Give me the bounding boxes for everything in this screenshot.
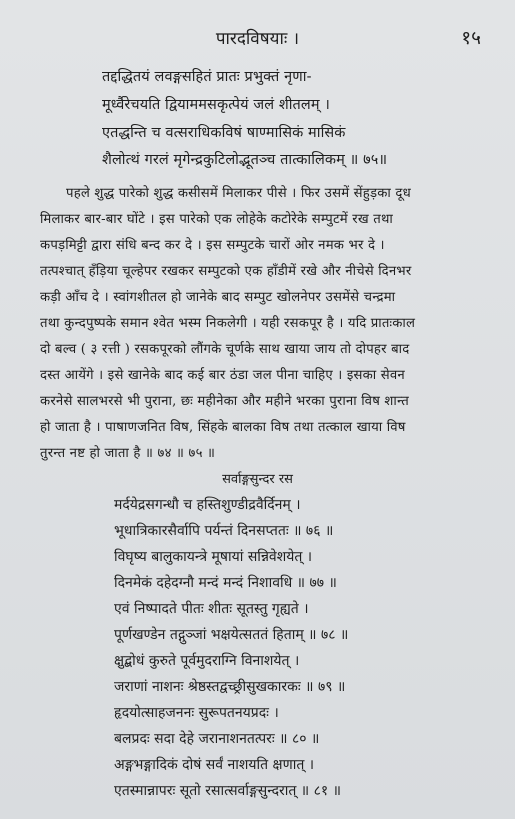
- verse-line: क्षुद्बोधं कुरुते पूर्वमुदराग्नि विनाशयेत् ।: [114, 653, 300, 669]
- verse-line: विघृष्य बालुकायन्त्रे मूषायां सन्निवेशयेत् ।: [114, 549, 313, 565]
- verse-line: तद्दद्धितयं लवङ्गसहितं प्रातः प्रभुक्तं नृणा-: [102, 69, 312, 85]
- prose-line: कपड़मिट्टी द्वारा संधि बन्द कर दे । इस सम्पुटके चारों ओर नमक भर दे ।: [40, 238, 385, 253]
- running-title: पारदविषयाः ।: [215, 29, 300, 49]
- verse-line: एतद्धन्ति च वत्सराधिकविषं षाण्मासिकं मासिकं: [102, 125, 346, 141]
- page-header: [0, 26, 515, 50]
- prose-line: करनेसे सालभरसे भी पुराना, छः महीनेका और महीने भरका पुराना विष शान्त: [40, 394, 409, 409]
- verse-line: मूर्ध्वैरेचयति द्वियाममसकृत्पेयं जलं शीतलम् ।: [102, 97, 330, 113]
- verse-line: शैलोत्थं गरलं मृगेन्द्रकुटिलोद्भूतञ्च तात्कालिकम् ॥ ७५॥: [102, 152, 388, 168]
- verse-line: जराणां नाशनः श्रेष्ठस्तद्वच्छ्रीसुखकारकः ॥ ७९ ॥: [114, 679, 346, 695]
- verse-line: बलप्रदः सदा देहे जरानाशनतत्परः ॥ ८० ॥: [114, 731, 320, 747]
- verse-line: दिनमेकं दहेदग्नौ मन्दं मन्दं निशावधि ॥ ७७ ॥: [114, 575, 337, 591]
- verse-line: एवं निष्पादते पीतः शीतः सूतस्तु गृह्यते ।: [114, 601, 309, 617]
- prose-line: तत्पश्चात् हँड़िया चूल्हेपर रखकर सम्पुटको एक हाँडीमें रखे और नीचेसे दिनभर: [40, 264, 412, 279]
- verse-line: हृदयोत्साहजननः सुरूपतनयप्रदः ।: [114, 705, 279, 721]
- prose-line: तथा कुन्दपुष्पके समान श्वेत भस्म निकलेगी । यही रसकपूर है । यदि प्रातःकाल: [40, 316, 416, 331]
- section-heading: सर्वाङ्गसुन्दर रस: [222, 472, 293, 487]
- prose-line: पहले शुद्ध पारेको शुद्ध कसीसमें मिलाकर पीसे । फिर उसमें सेंहुड़का दूध: [66, 186, 411, 201]
- prose-line: दो बल्व ( ३ रत्ती ) रसकपूरको लौंगके चूर्णके साथ खाया जाय तो दोपहर बाद: [40, 342, 410, 357]
- prose-line: हो जाता है । पाषाणजनित विष, सिंहके बालका विष तथा तत्काल खाया विष: [40, 420, 406, 435]
- page-number: १५: [461, 27, 481, 49]
- prose-line: मिलाकर बार-बार घोंटे । इस पारेको एक लोहेके कटोरेके सम्पुटमें रख तथा: [40, 212, 394, 227]
- verse-line: एतस्मान्नापरः सूतो रसात्सर्वाङ्गसुन्दरात् ॥ ८१ ॥: [114, 783, 342, 799]
- verse-line: पूर्णखण्डेन तद्गुञ्जां भक्षयेत्सततं हिताम् ॥ ७८ ॥: [114, 627, 349, 643]
- verse-line: अङ्गभङ्गादिकं दोषं सर्वं नाशयति क्षणात् ।: [114, 757, 315, 773]
- prose-line: दस्त आयेंगे । इसे खानेके बाद कई बार ठंडा जल पीना चाहिए । इसका सेवन: [40, 368, 405, 383]
- prose-line: कड़ी आँच दे । स्वांगशीतल हो जानेके बाद सम्पुट खोलनेपर उसमेंसे चन्द्रमा: [40, 290, 396, 305]
- verse-line: भूधात्रिकारसैर्वापि पर्यन्तं दिनसप्ततः ॥ ७६ ॥: [114, 523, 334, 539]
- verse-line: मर्दयेद्रसगन्धौ च हस्तिशुण्डीद्रवैर्दिनम् ।: [114, 497, 301, 513]
- prose-line: तुरन्त नष्ट हो जाता है ॥ ७४ ॥ ७५ ॥: [40, 446, 216, 461]
